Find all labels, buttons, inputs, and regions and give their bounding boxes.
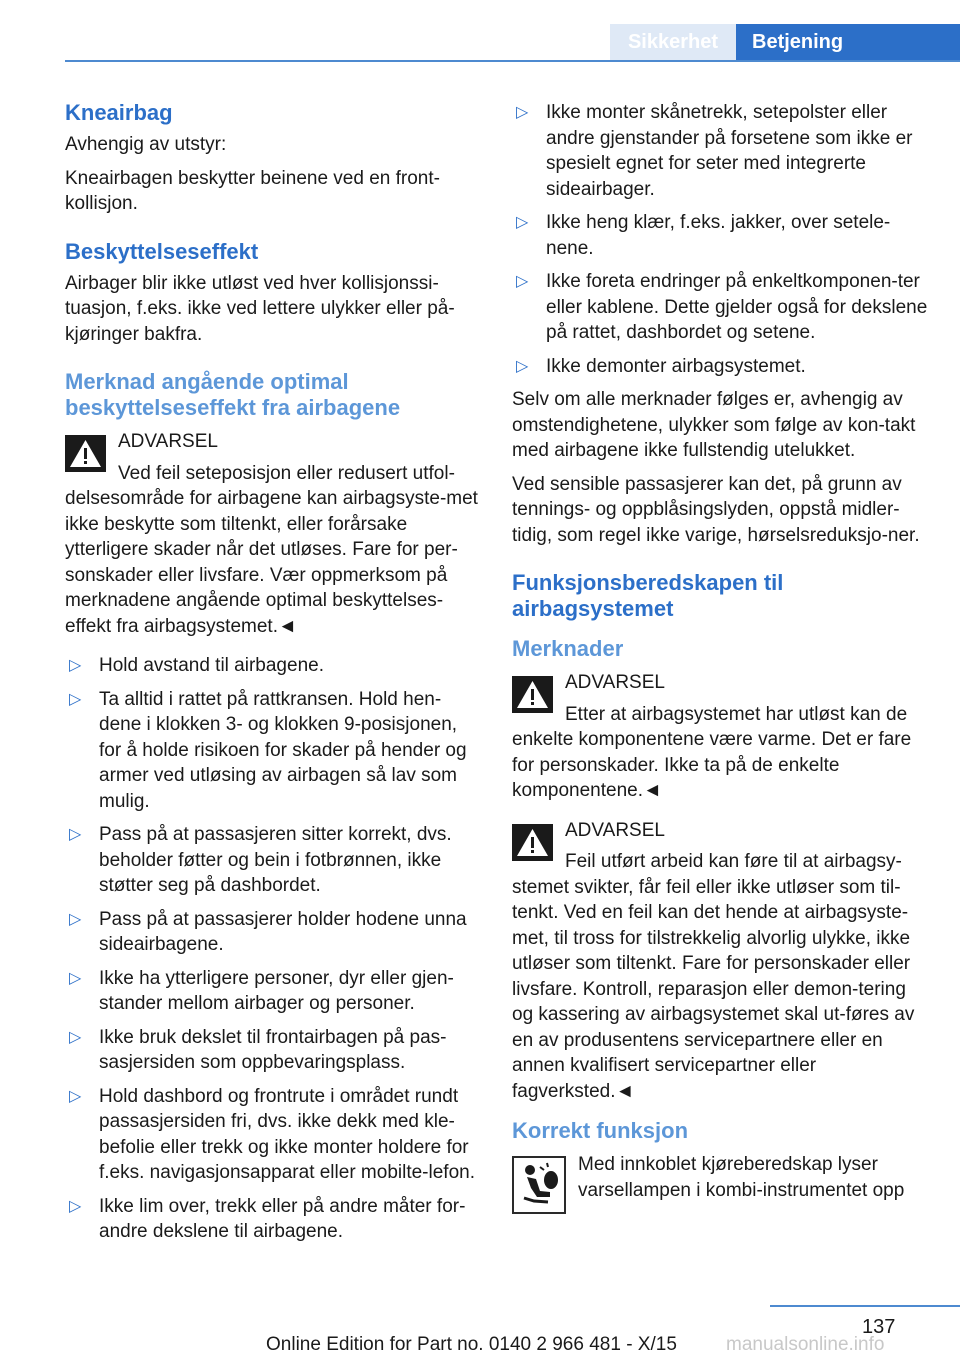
list-item: ▷ Ta alltid i rattet på rattkransen. Hold hen-dene i klokken 3- og klokken 9-posisjonen, for å holde risikoen for skader på hender og armer ved utløsing av airbagen så lav som mulig. [69, 688, 467, 812]
warning-text: Etter at airbagsystemet har utløst kan de enkelte komponentene være varme. Det er fare for personskader. Ikke ta på de enkelte komponentene.◄ [512, 703, 912, 801]
warning-title: ADVARSEL [118, 431, 218, 452]
korrekt-funksjon-text: Med innkoblet kjøreberedskap lyser varsellampen i kombi-instrumentet opp [578, 1154, 905, 1201]
kneairbag-heading: Kneairbag [65, 100, 173, 125]
hearing-text: Ved sensible passasjerer kan det, på grunn av tennings- og oppblåsingslyden, oppstå midler-tidig, som regel ikke varige, hørselsreduksjo-ner. [512, 473, 920, 546]
edition-text: Online Edition for Part no. 0140 2 966 481 - X/15 [266, 1334, 677, 1355]
korrekt-funksjon-block [512, 1152, 930, 1203]
list-item: ▷ Ikke bruk dekslet til frontairbagen på pas-sasjersiden som oppbevaringsplass. [69, 1026, 447, 1073]
kneairbag-availability: Avhengig av utstyr: [65, 134, 227, 155]
footer-rule [770, 1305, 960, 1307]
triangle-bullet-icon: ▷ [69, 1087, 82, 1105]
page-number: 137 [862, 1316, 896, 1338]
beskyttelseseffekt-text: Airbager blir ikke utløst ved hver kollisjonssi-tuasjon, f.eks. ikke ved lettere ulykker eller på-kjøringer bakfra. [65, 272, 455, 345]
airbag-warning-lamp-icon [512, 1156, 566, 1214]
warning-box [512, 818, 930, 1105]
list-item: ▷ Hold dashbord og frontrute i området rundt passasjersiden fri, dvs. ikke dekk med kle-befolie eller trekk og ikke monter holdere for f.eks. navigasjonsapparat eller mobilte-lefon. [69, 1085, 475, 1183]
safety-list [65, 653, 480, 1245]
safety-list-continued [512, 100, 930, 379]
funksjonsberedskap-heading: Funksjonsberedskapen til airbagsystemet [512, 570, 784, 621]
right-column [512, 100, 930, 1218]
warning-triangle-icon [512, 824, 553, 861]
list-item: ▷ Ikke lim over, trekk eller på andre måter for-andre dekslene til airbagene. [69, 1195, 466, 1242]
triangle-bullet-icon: ▷ [69, 910, 82, 928]
warning-box [512, 670, 930, 804]
tab-betjening[interactable]: Betjening [736, 24, 960, 61]
left-column [65, 100, 480, 1253]
warning-triangle-icon [512, 676, 553, 713]
warning-triangle-icon [65, 435, 106, 472]
triangle-bullet-icon: ▷ [516, 104, 529, 121]
triangle-bullet-icon: ▷ [516, 273, 529, 290]
list-item: ▷ Ikke demonter airbagsystemet. [512, 354, 930, 380]
residual-risk-text: Selv om alle merknader følges er, avhengig av omstendighetene, ulykker som følge av kon-takt med airbagene ikke fullstendig utelukket. [512, 389, 916, 461]
list-item: ▷ Pass på at passasjerer holder hodene unna sideairbagene. [69, 908, 467, 955]
triangle-bullet-icon: ▷ [516, 214, 529, 231]
triangle-bullet-icon: ▷ [69, 1197, 82, 1215]
triangle-bullet-icon: ▷ [69, 826, 82, 843]
list-item: ▷ Ikke heng klær, f.eks. jakker, over setele-nene. [516, 212, 891, 259]
warning-text: Feil utført arbeid kan føre til at airbagsy-stemet svikter, får feil eller ikke utløser som til-tenkt. Ved en feil kan det hende at airbagsyste-met, til tross for tilstrekkelig alvorlig ulykke, ikke utløser som tiltenkt. Fare for personskader eller livsfare. Kontroll, reparasjon eller demon-tering og kassering av airbagsystemet skal ut-føres av en av produsentens servicepartnere eller en annen kvalifisert servicepartner eller fagverksted.◄ [512, 851, 915, 1102]
warning-title: ADVARSEL [565, 672, 665, 693]
warning-text: Ved feil seteposisjon eller redusert utfol-delsesområde for airbagene kan airbagsyste-met ikke beskytte som tiltenkt, eller forårsake ytterligere skader når det utløses. Fare for per-sonskader eller livsfare. Vær oppmerksom på merknadene angående optimal beskyttelses-effekt fra airbagsystemet.◄ [65, 462, 478, 637]
korrekt-funksjon-heading: Korrekt funksjon [512, 1118, 689, 1143]
list-item: ▷ Pass på at passasjeren sitter korrekt, dvs. beholder føtter og bein i fotbrønnen, ikke støtter seg på dashbordet. [69, 824, 452, 896]
list-item: ▷ Ikke monter skånetrekk, setepolster eller andre gjenstander på forsetene som ikke er spesielt egnet for seter med integrerte sideairbager. [516, 102, 913, 200]
beskyttelseseffekt-heading: Beskyttelseseffekt [65, 238, 259, 264]
list-item: ▷ Hold avstand til airbagene. [65, 653, 480, 679]
triangle-bullet-icon: ▷ [516, 357, 529, 375]
header-rule [65, 60, 960, 62]
triangle-bullet-icon: ▷ [69, 690, 82, 708]
watermark: manualsonline.info [726, 1334, 885, 1355]
triangle-bullet-icon: ▷ [69, 969, 82, 987]
triangle-bullet-icon: ▷ [69, 1028, 82, 1046]
list-item: ▷ Ikke ha ytterligere personer, dyr eller gjen-stander mellom airbager og personer. [69, 967, 454, 1014]
triangle-bullet-icon: ▷ [69, 657, 82, 674]
warning-box [65, 429, 480, 639]
tab-sikkerhet[interactable]: Sikkerhet [610, 24, 736, 61]
warning-title: ADVARSEL [565, 819, 665, 841]
kneairbag-description: Kneairbagen beskytter beinene ved en front-kollisjon. [65, 167, 440, 214]
list-item: ▷ Ikke foreta endringer på enkeltkomponen-ter eller kablene. Dette gjelder også for dekslene på rattet, dashbordet og setene. [516, 271, 928, 343]
merknad-heading: Merknad angående optimal beskyttelseseffekt fra airbagene [65, 369, 401, 420]
merknader-heading: Merknader [512, 636, 624, 661]
